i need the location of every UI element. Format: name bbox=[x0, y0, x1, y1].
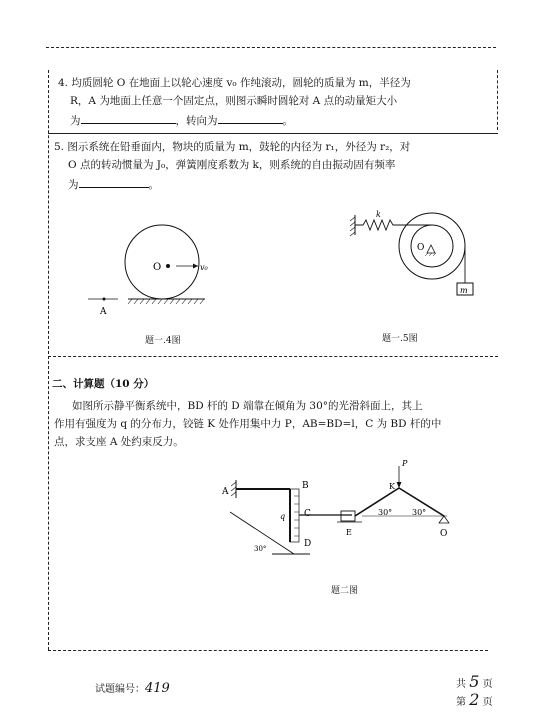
q5-line-2: O 点的转动惯量为 J₀，弹簧刚度系数为 k，则系统的自由振动固有频率 bbox=[68, 159, 396, 171]
page-number bbox=[456, 690, 493, 709]
q4-end: 。 bbox=[282, 115, 293, 127]
q4-answer-blank-2[interactable] bbox=[218, 112, 283, 124]
pivot-hatching bbox=[425, 253, 436, 256]
label-p: P bbox=[402, 459, 408, 468]
page-number-value: 2 bbox=[469, 690, 480, 709]
bar-ek bbox=[355, 488, 399, 516]
point-a-label: A bbox=[100, 307, 107, 317]
frame-top-line bbox=[46, 47, 496, 48]
label-a: A bbox=[222, 487, 229, 497]
q5-answer-blank[interactable] bbox=[79, 176, 149, 188]
force-p-arrowhead bbox=[397, 482, 402, 488]
section-2-line-3: 点，求支座 A 处约束反力。 bbox=[54, 436, 184, 448]
spring bbox=[355, 220, 403, 230]
label-c: C bbox=[304, 509, 311, 519]
left-angle-label: 30° bbox=[378, 508, 393, 517]
figure-5-spring-drum bbox=[345, 203, 495, 313]
frame-right-line bbox=[497, 70, 498, 130]
q4-line-1: 4. 均质圆轮 O 在地面上以轮心速度 v₀ 作纯滚动，圆轮的质量为 m，半径为 bbox=[58, 77, 411, 89]
divider-line-2 bbox=[48, 356, 498, 357]
figure-2-caption: 题二图 bbox=[331, 586, 359, 596]
spring-label: k bbox=[376, 210, 381, 219]
q4-answer-blank-1[interactable] bbox=[81, 112, 176, 124]
frame-left-line bbox=[48, 70, 49, 650]
q5-end: 。 bbox=[148, 179, 159, 191]
q5-prefix: 为 bbox=[68, 179, 79, 191]
total-label-b: 页 bbox=[482, 679, 493, 690]
distributed-load-arrows bbox=[294, 496, 299, 536]
label-e: E bbox=[346, 528, 352, 537]
mass-label: m bbox=[460, 286, 468, 295]
figure-4-rolling-wheel bbox=[80, 212, 230, 322]
q4-line-2: R，A 为地面上任意一个固定点，则图示瞬时圆轮对 A 点的动量矩大小 bbox=[70, 95, 398, 107]
slope-angle-label: 30° bbox=[254, 545, 267, 553]
exam-code-value: 419 bbox=[145, 681, 170, 696]
section-2-heading: 二、计算题（10 分） bbox=[52, 378, 155, 390]
q5-line-1: 5. 图示系统在铅垂面内，物块的质量为 m，鼓轮的内径为 r₁，外径为 r₂，对 bbox=[54, 141, 411, 153]
total-pages-value: 5 bbox=[469, 672, 480, 691]
wheel-center-label: O bbox=[153, 262, 162, 273]
q4-mid: ，转向为 bbox=[175, 115, 218, 127]
support-a-hatching bbox=[231, 482, 236, 496]
label-b: B bbox=[302, 481, 309, 491]
drum-center-label: O bbox=[417, 243, 425, 253]
velocity-label: v₀ bbox=[200, 263, 208, 272]
q4-line-3 bbox=[70, 112, 293, 129]
wheel-circle bbox=[125, 225, 199, 299]
divider-line-1 bbox=[48, 133, 498, 134]
drum-outer bbox=[399, 213, 465, 279]
section-2-line-2: 作用有强度为 q 的分布力，铰链 K 处作用集中力 P，AB=BD=l，C 为 BD 杆的中 bbox=[54, 418, 442, 430]
velocity-arrow-head bbox=[193, 264, 198, 269]
ground-hatching bbox=[128, 299, 204, 304]
exam-code bbox=[95, 680, 170, 696]
total-label-a: 共 bbox=[456, 679, 466, 690]
pivot-support bbox=[427, 245, 435, 253]
label-d: D bbox=[304, 539, 312, 549]
support-o bbox=[439, 516, 449, 523]
page-label-a: 第 bbox=[456, 697, 466, 708]
label-k: K bbox=[389, 482, 395, 491]
label-o: O bbox=[440, 529, 448, 539]
figure-2-frame-structure bbox=[222, 458, 462, 568]
point-a-dot bbox=[103, 298, 106, 301]
wall-hatching bbox=[350, 217, 355, 236]
frame-bottom-line bbox=[48, 650, 488, 651]
wheel-center-dot bbox=[166, 264, 170, 268]
exam-code-label: 试题编号： bbox=[95, 684, 145, 695]
label-q: q bbox=[280, 512, 286, 521]
q5-line-3 bbox=[68, 176, 159, 193]
figure-4-caption: 题一.4图 bbox=[145, 336, 181, 346]
section-2-line-1: 如图所示静平衡系统中，BD 杆的 D 端靠在倾角为 30°的光滑斜面上，其上 bbox=[72, 400, 423, 412]
slider-e bbox=[341, 511, 355, 521]
figure-5-caption: 题一.5图 bbox=[382, 334, 418, 344]
page-label-b: 页 bbox=[482, 697, 493, 708]
page-total bbox=[456, 672, 493, 691]
distributed-load-box bbox=[290, 489, 299, 542]
right-angle-label: 30° bbox=[412, 508, 427, 517]
q4-prefix: 为 bbox=[70, 115, 81, 127]
